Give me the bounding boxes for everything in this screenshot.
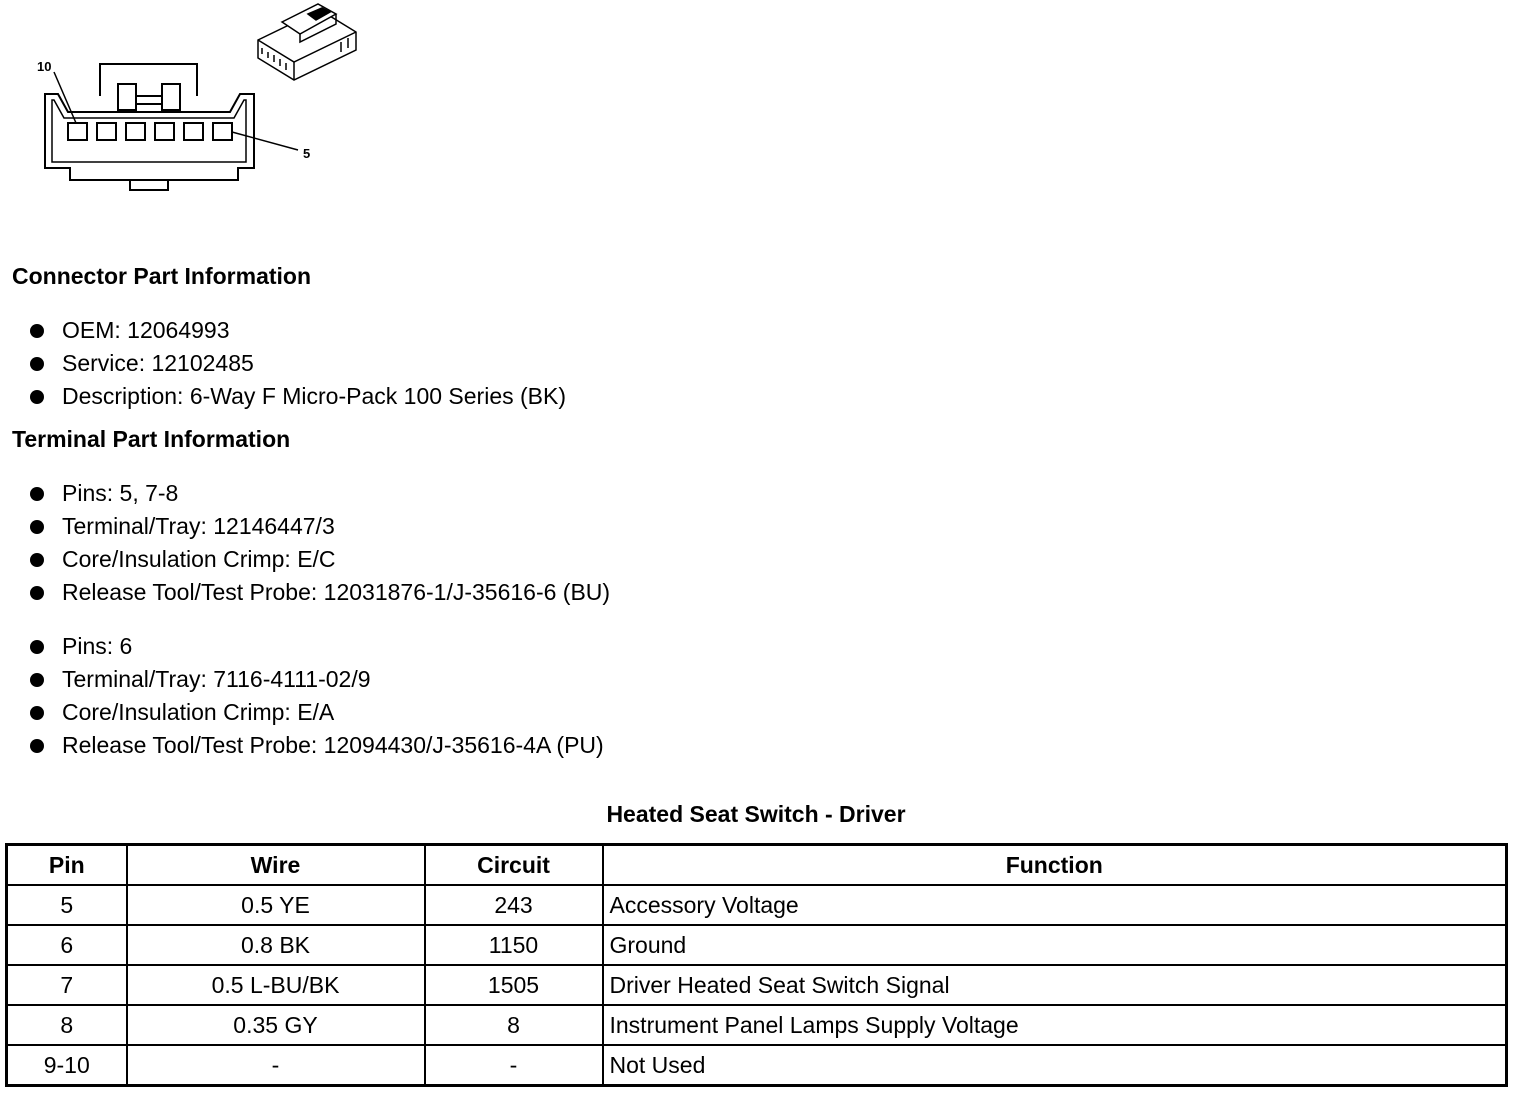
pin-cavity (184, 123, 203, 140)
list-item (28, 314, 566, 347)
list-item (28, 576, 610, 609)
list-item (28, 663, 604, 696)
pin-cavity (68, 123, 87, 140)
pinout-table (5, 843, 1508, 1087)
cell-wire: - (127, 1045, 425, 1086)
cell-circuit: 243 (425, 885, 603, 925)
list-item-text: Pins: 6 (62, 633, 133, 659)
bullet-icon (30, 706, 44, 720)
bullet-icon (30, 390, 44, 404)
cell-wire: 0.35 GY (127, 1005, 425, 1045)
bullet-icon (30, 739, 44, 753)
list-item (28, 380, 566, 413)
cell-wire: 0.8 BK (127, 925, 425, 965)
list-item-text: Terminal/Tray: 12146447/3 (62, 513, 335, 539)
table-row (7, 965, 1507, 1005)
list-item-text: Release Tool/Test Probe: 12031876-1/J-35616-6 (BU) (62, 579, 611, 605)
cell-pin: 7 (7, 965, 127, 1005)
bullet-icon (30, 520, 44, 534)
bullet-icon (30, 640, 44, 654)
bullet-icon (30, 586, 44, 600)
connector-iso-view (258, 4, 356, 80)
column-header-function: Function (603, 845, 1507, 886)
cell-function: Driver Heated Seat Switch Signal (603, 965, 1507, 1005)
pin-cavity (213, 123, 232, 140)
connector-face-view (45, 64, 298, 190)
list-item (28, 347, 566, 380)
cell-function: Ground (603, 925, 1507, 965)
pin-cavity (155, 123, 174, 140)
bullet-icon (30, 357, 44, 371)
list-item (28, 630, 604, 663)
list-item-text: Pins: 5, 7-8 (62, 480, 179, 506)
bullet-icon (30, 487, 44, 501)
table-row (7, 925, 1507, 965)
pin-label-10: 10 (37, 59, 52, 74)
list-item-text: Core/Insulation Crimp: E/A (62, 699, 335, 725)
list-item (28, 543, 610, 576)
cell-circuit: 1505 (425, 965, 603, 1005)
connector-diagram (0, 0, 380, 210)
cell-pin: 5 (7, 885, 127, 925)
connector-part-info-list (28, 314, 566, 413)
list-item (28, 510, 610, 543)
column-header-circuit: Circuit (425, 845, 603, 886)
table-title: Heated Seat Switch - Driver (606, 801, 906, 827)
terminal-part-info-heading: Terminal Part Information (12, 426, 291, 452)
pin-cavity (126, 123, 145, 140)
bullet-icon (30, 324, 44, 338)
table-row (7, 1005, 1507, 1045)
list-item (28, 729, 604, 762)
cell-pin: 9-10 (7, 1045, 127, 1086)
list-item-text: Terminal/Tray: 7116-4111-02/9 (62, 666, 371, 692)
pin-cavity (97, 123, 116, 140)
cell-circuit: - (425, 1045, 603, 1086)
connector-part-info-heading: Connector Part Information (12, 263, 312, 289)
cell-pin: 8 (7, 1005, 127, 1045)
cell-wire: 0.5 YE (127, 885, 425, 925)
column-header-wire: Wire (127, 845, 425, 886)
list-item-text: Description: 6-Way F Micro-Pack 100 Series (BK) (62, 383, 567, 409)
bullet-icon (30, 673, 44, 687)
cell-function: Instrument Panel Lamps Supply Voltage (603, 1005, 1507, 1045)
pin-label-5: 5 (303, 146, 311, 161)
cell-wire: 0.5 L-BU/BK (127, 965, 425, 1005)
cell-pin: 6 (7, 925, 127, 965)
list-item (28, 477, 610, 510)
table-header-row (7, 845, 1507, 886)
bullet-icon (30, 553, 44, 567)
column-header-pin: Pin (7, 845, 127, 886)
table-row (7, 885, 1507, 925)
terminal-part-info-list-1 (28, 477, 610, 609)
cell-function: Accessory Voltage (603, 885, 1507, 925)
list-item-text: OEM: 12064993 (62, 317, 230, 343)
list-item (28, 696, 604, 729)
cell-circuit: 8 (425, 1005, 603, 1045)
terminal-part-info-list-2 (28, 630, 604, 762)
list-item-text: Release Tool/Test Probe: 12094430/J-35616-4A (PU) (62, 732, 604, 758)
cell-function: Not Used (603, 1045, 1507, 1086)
table-row (7, 1045, 1507, 1086)
list-item-text: Service: 12102485 (62, 350, 254, 376)
list-item-text: Core/Insulation Crimp: E/C (62, 546, 336, 572)
cell-circuit: 1150 (425, 925, 603, 965)
